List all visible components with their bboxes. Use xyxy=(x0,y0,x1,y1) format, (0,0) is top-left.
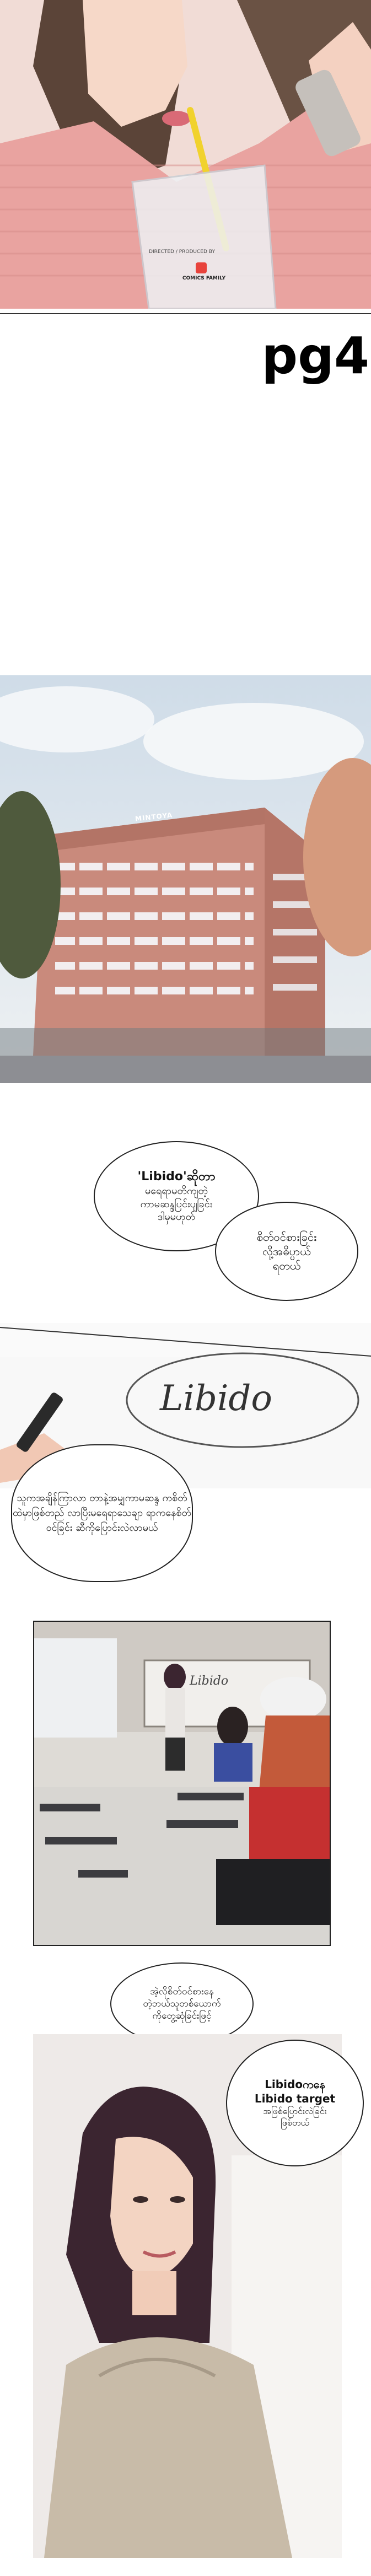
bubble-text: ဒါမှမဟုတ် xyxy=(157,1211,196,1223)
bubble-text: ကာမဆန္ဒပြင်းပျခြင်း xyxy=(140,1198,213,1210)
bubble-text: တာနဲ့အမျှကာမဆန္ဒ xyxy=(89,1492,159,1504)
bubble-text: အဖြစ်ပြောင်းလဲခြင်း xyxy=(263,2106,327,2117)
speech-bubble-transformation xyxy=(11,1444,193,1582)
bubble-text: Libidoကနေ xyxy=(265,2078,325,2091)
bubble-text: ဖြစ်တယ် xyxy=(281,2117,309,2128)
bubble-text: လို့အဓိပ္ပာယ် xyxy=(262,1245,311,1258)
girl-drinking-illustration xyxy=(0,0,371,309)
bubble-text: ကစိတ်ထဲမှာဖြစ်တည် xyxy=(12,1492,187,1519)
credits-line: DIRECTED / PRODUCED BY xyxy=(149,249,215,255)
whiteboard-word: Libido xyxy=(160,1378,272,1419)
speech-bubble-meeting xyxy=(110,1962,254,2045)
bubble-text: ဆီကိုပြောင်းလဲလာမယ် xyxy=(76,1521,158,1534)
speech-bubble-libido-target xyxy=(226,2040,364,2166)
bubble-text: မရေရာမတိကျတဲ့ xyxy=(145,1185,208,1197)
building-illustration xyxy=(0,675,371,1083)
panel-border xyxy=(0,313,371,314)
speech-bubble-interest xyxy=(215,1202,358,1301)
bubble-text: စိတ်ဝင်စားခြင်း xyxy=(256,1230,317,1244)
bubble-text: အဲ့လိုစိတ်ဝင်စားနေ xyxy=(150,1986,214,1997)
bubble-text: ရတယ် xyxy=(272,1259,301,1272)
bubble-text: သူကအချိန်ကြာလာ xyxy=(17,1492,87,1504)
panel-classroom xyxy=(33,1621,331,1946)
bubble-text: Libido target xyxy=(254,2092,336,2106)
bubble-text: လာပြီးမရေရာသေချာ xyxy=(67,1507,143,1519)
bubble-text: တဲ့ဘယ်သူတစ်ယောက် xyxy=(143,1998,221,2009)
classroom-illustration xyxy=(34,1622,330,1945)
bubble-text: 'Libido'ဆိုတာ xyxy=(137,1169,216,1184)
panel-girl-drinking xyxy=(0,0,371,309)
page-label: pg4 xyxy=(261,326,369,385)
credits-logo-icon xyxy=(196,262,207,273)
bubble-text: ကိုတွေ့ဆုံခြင်းဖြင့် xyxy=(152,2010,212,2022)
panel-building xyxy=(0,675,371,1083)
building-sign: MINTOYA xyxy=(135,811,173,823)
bubble-text: ရာကနေစိတ်ဝင်ခြင်း xyxy=(46,1507,192,1534)
credits-studio: COMICS FAMILY xyxy=(182,276,226,281)
classroom-board-word: Libido xyxy=(190,1674,229,1688)
